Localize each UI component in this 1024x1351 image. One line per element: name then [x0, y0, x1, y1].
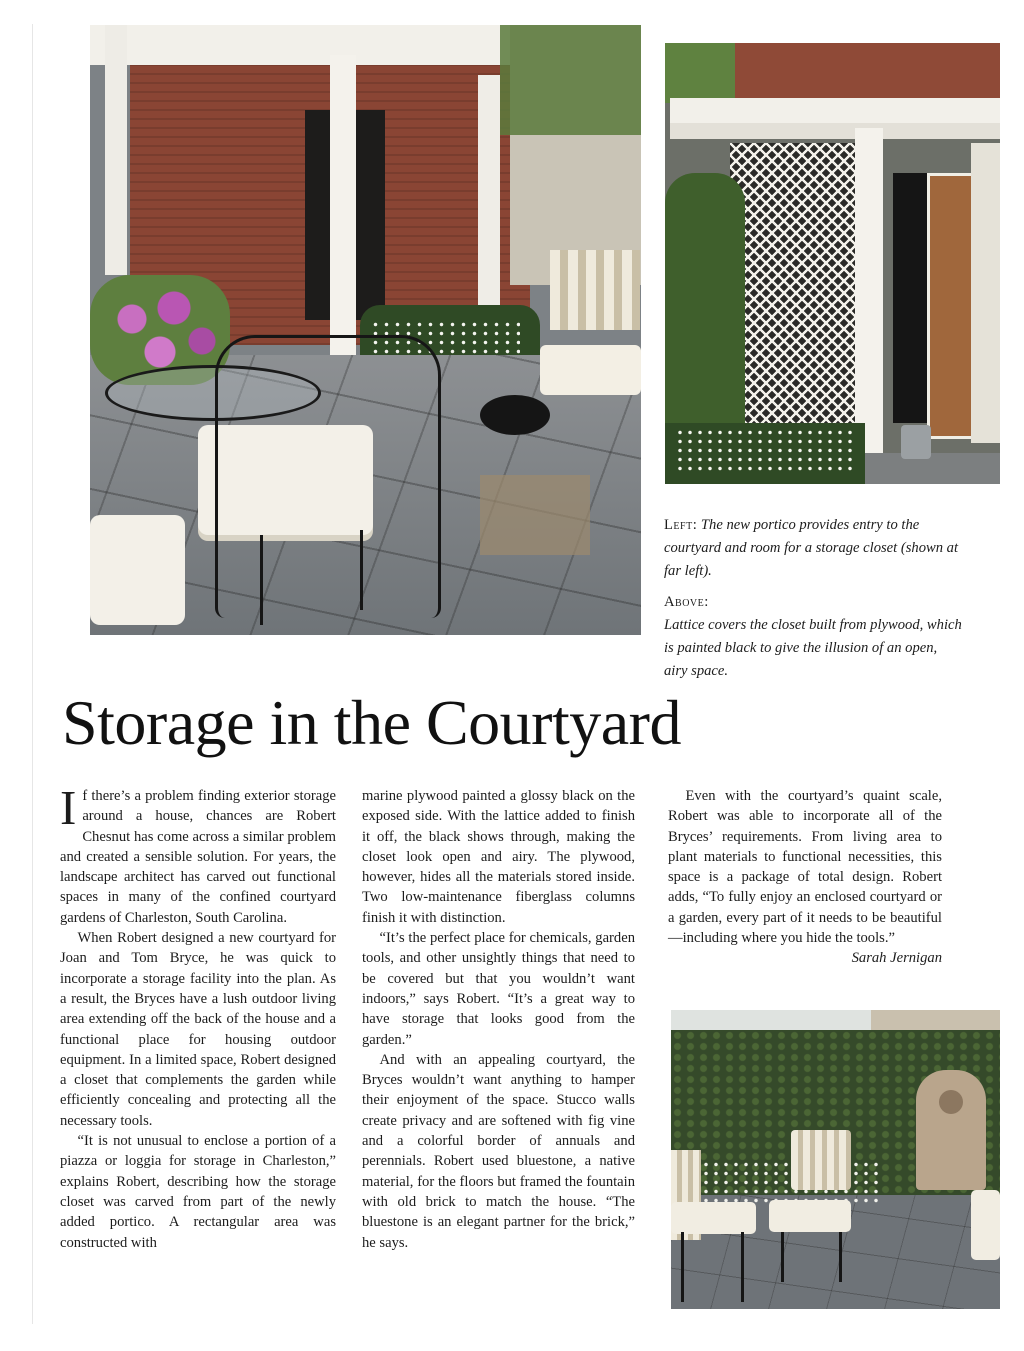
article-paragraph	[60, 780, 336, 928]
article-paragraph: “It’s the perfect place for chemicals, garden tools, and other unsightly things that need to be covered but that you wouldn’t want indoors,” says Robert. “It’s a great way to have storage that looks good from the garden.”	[362, 930, 635, 1048]
caption-above-label: Above:	[664, 594, 709, 610]
caption-left	[664, 514, 964, 583]
article-paragraph: And with an appealing courtyard, the Bryces wouldn’t want anything to hamper their enjoyment of the space. Stucco walls create privacy and are softened with fig vine and a colorful border of annuals and perennials. Robert used bluestone, a native material, for the floors but framed the fountain with old brick to match the house. “The bluestone is an elegant partner for the brick,” he says.	[362, 1051, 635, 1251]
courtyard-portico-photo	[90, 25, 641, 635]
photo-caption	[664, 514, 964, 683]
author-byline: Sarah Jernigan	[851, 950, 942, 967]
article-paragraph: Even with the courtyard’s quaint scale, Robert was able to incorporate all of the Bryces’ requirements. From living area to plant materials to functional necessities, this space is a package of total design. Robert adds, “To fully enjoy an enclosed courtyard or a garden, every part of it needs to be beautiful—including where you hide the tools.”	[668, 788, 942, 947]
page-gutter-line	[32, 24, 33, 1324]
caption-above-text: Lattice covers the closet built from plywood, which is painted black to give the illusion of an open, airy space.	[664, 617, 962, 679]
fountain-courtyard-photo	[671, 1010, 1000, 1309]
article-column-2	[362, 786, 635, 1253]
drop-cap: I	[60, 780, 77, 835]
lattice-closet-photo	[665, 43, 1000, 484]
article-paragraph: When Robert designed a new courtyard for Joan and Tom Bryce, he was quick to incorporate a storage facility into the plan. As a result, the Bryces have a lush outdoor living area extending off the back of the house and a functional place for housing outdoor equipment. In a limited space, Robert designed a closet that complements the garden while efficiently concealing and protecting all the necessary tools.	[60, 930, 336, 1129]
paragraph-text: f there’s a problem finding exterior storage around a house, chances are Robert Chesnut has come across a similar problem and created a sensible solution. For years, the landscape architect has carved out functional spaces in many of the confined courtyard gardens of Charleston, South Carolina.	[60, 788, 336, 926]
caption-left-label: Left:	[664, 517, 698, 533]
article-paragraph: “It is not unusual to enclose a portion of a piazza or loggia for storage in Charleston,” explains Robert, describing how the storage closet was carved from part of the newly added portico. A rectangular area was constructed with	[60, 1133, 336, 1251]
article-column-1	[60, 780, 336, 1253]
article-headline: Storage in the Courtyard	[62, 687, 681, 758]
article-column-3	[668, 786, 942, 969]
article-paragraph: marine plywood painted a glossy black on the exposed side. With the lattice added to finish it off, the black shows through, making the closet look open and airy. The plywood, however, hides all the materials stored inside. Two low-maintenance fiberglass columns finish it with distinction.	[362, 788, 635, 926]
caption-left-text: The new portico provides entry to the courtyard and room for a storage closet (shown at far left).	[664, 517, 959, 579]
